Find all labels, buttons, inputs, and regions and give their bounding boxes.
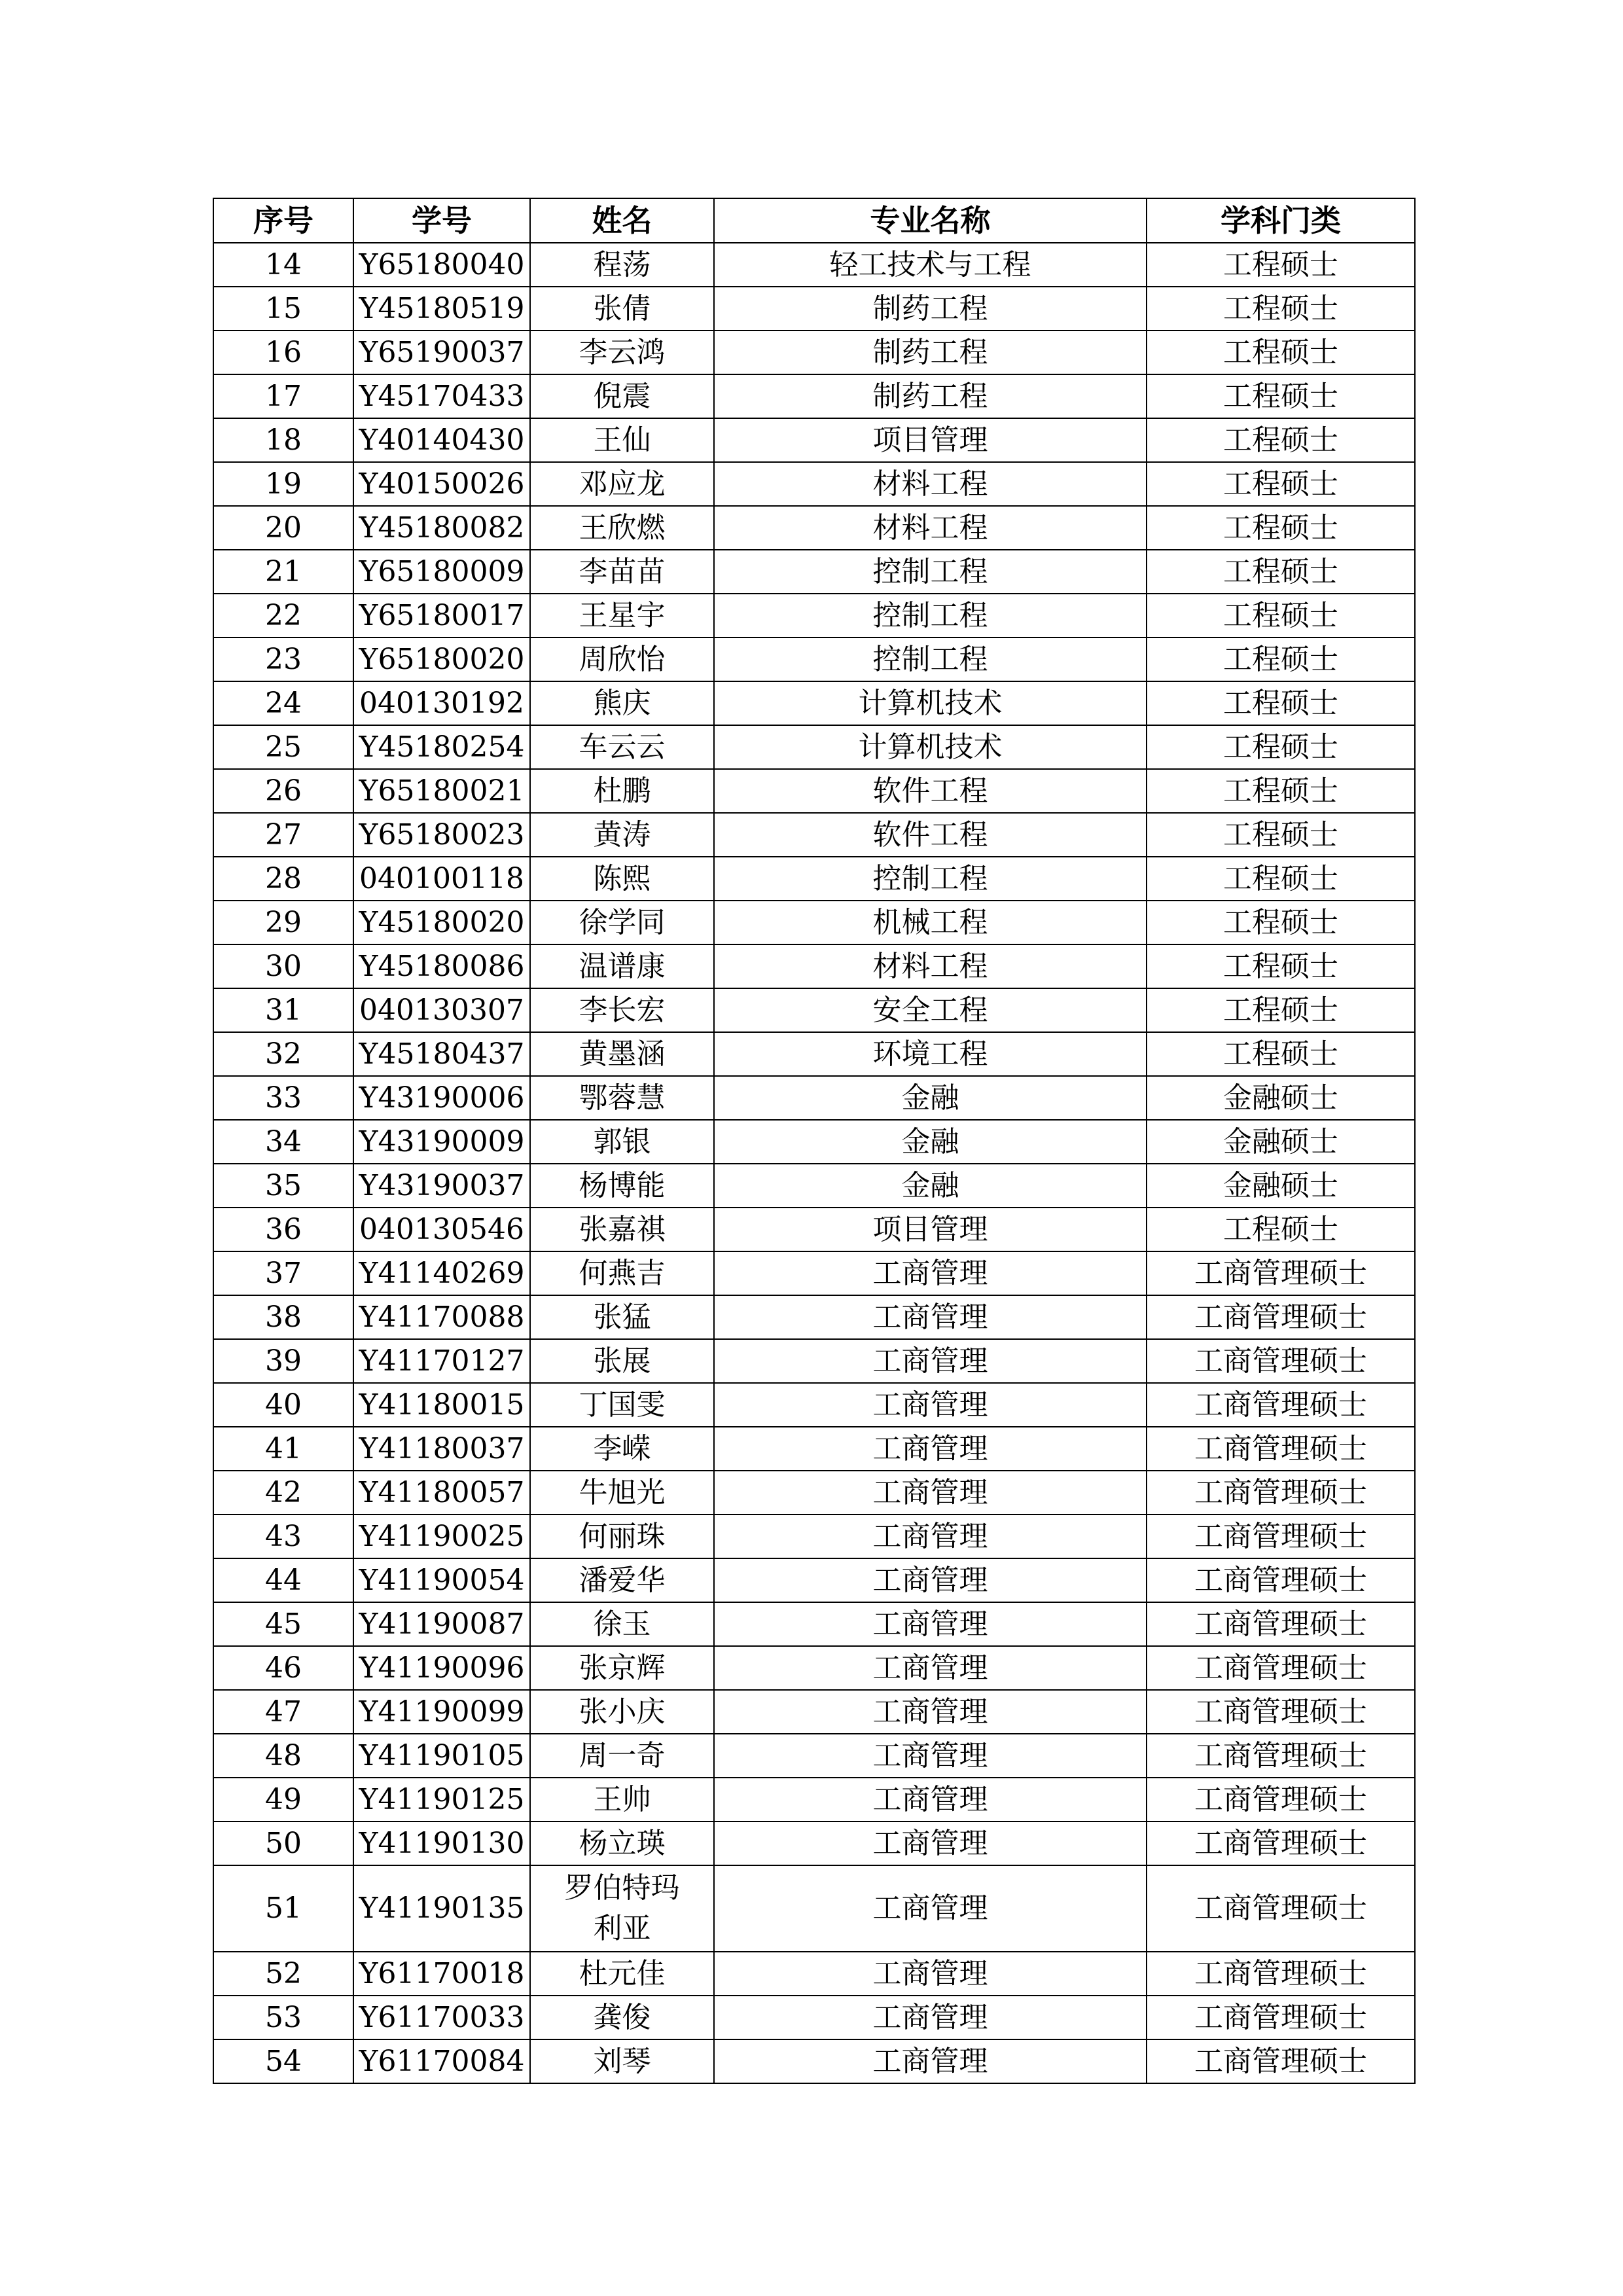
header-name: 姓名	[530, 198, 714, 243]
cell-student-id: Y65180017	[353, 594, 530, 637]
cell-name: 李苗苗	[530, 550, 714, 594]
cell-student-id: 040130546	[353, 1208, 530, 1251]
cell-serial-number: 27	[213, 813, 353, 857]
table-row	[213, 1164, 1415, 1208]
cell-category: 工商管理硕士	[1147, 1865, 1415, 1952]
cell-serial-number: 22	[213, 594, 353, 637]
table-row	[213, 331, 1415, 374]
table-row	[213, 944, 1415, 988]
cell-student-id: Y41180057	[353, 1471, 530, 1515]
cell-name: 张小庆	[530, 1690, 714, 1734]
cell-serial-number: 39	[213, 1339, 353, 1383]
cell-category: 工程硕士	[1147, 1032, 1415, 1076]
cell-major: 工商管理	[714, 1734, 1147, 1778]
cell-student-id: Y43190009	[353, 1120, 530, 1164]
cell-serial-number: 46	[213, 1646, 353, 1690]
cell-major: 软件工程	[714, 813, 1147, 857]
table-row	[213, 1734, 1415, 1778]
cell-category: 工程硕士	[1147, 374, 1415, 418]
cell-major: 制药工程	[714, 287, 1147, 331]
cell-major: 工商管理	[714, 1690, 1147, 1734]
cell-major: 工商管理	[714, 1558, 1147, 1602]
cell-student-id: Y41180015	[353, 1383, 530, 1427]
cell-name: 邓应龙	[530, 462, 714, 506]
cell-student-id: Y43190037	[353, 1164, 530, 1208]
cell-student-id: Y45180519	[353, 287, 530, 331]
cell-serial-number: 34	[213, 1120, 353, 1164]
cell-category: 工程硕士	[1147, 901, 1415, 944]
cell-serial-number: 52	[213, 1952, 353, 1996]
cell-category: 工程硕士	[1147, 506, 1415, 550]
cell-serial-number: 43	[213, 1515, 353, 1558]
cell-name: 周一奇	[530, 1734, 714, 1778]
cell-category: 工程硕士	[1147, 550, 1415, 594]
table-row	[213, 1996, 1415, 2039]
cell-name: 温谱康	[530, 944, 714, 988]
cell-student-id: Y45180086	[353, 944, 530, 988]
table-row	[213, 1339, 1415, 1383]
cell-serial-number: 51	[213, 1865, 353, 1952]
cell-major: 计算机技术	[714, 725, 1147, 769]
cell-major: 工商管理	[714, 1778, 1147, 1821]
table-row	[213, 988, 1415, 1032]
table-row	[213, 1865, 1415, 1952]
cell-major: 工商管理	[714, 1339, 1147, 1383]
cell-category: 工商管理硕士	[1147, 1515, 1415, 1558]
cell-student-id: Y41170127	[353, 1339, 530, 1383]
table-row	[213, 1558, 1415, 1602]
cell-name: 张京辉	[530, 1646, 714, 1690]
cell-name: 徐玉	[530, 1602, 714, 1646]
cell-name: 牛旭光	[530, 1471, 714, 1515]
cell-name: 徐学同	[530, 901, 714, 944]
cell-serial-number: 33	[213, 1076, 353, 1120]
cell-category: 工程硕士	[1147, 594, 1415, 637]
table-row	[213, 1646, 1415, 1690]
cell-student-id: Y65180040	[353, 243, 530, 287]
cell-student-id: Y65190037	[353, 331, 530, 374]
cell-major: 软件工程	[714, 769, 1147, 813]
table-row	[213, 550, 1415, 594]
cell-major: 工商管理	[714, 1865, 1147, 1952]
cell-name: 车云云	[530, 725, 714, 769]
cell-category: 工程硕士	[1147, 944, 1415, 988]
cell-serial-number: 50	[213, 1821, 353, 1865]
table-row	[213, 1251, 1415, 1295]
cell-student-id: Y61170033	[353, 1996, 530, 2039]
cell-name: 熊庆	[530, 681, 714, 725]
cell-category: 工商管理硕士	[1147, 1778, 1415, 1821]
cell-category: 工程硕士	[1147, 988, 1415, 1032]
cell-name: 李云鸿	[530, 331, 714, 374]
cell-student-id: Y45170433	[353, 374, 530, 418]
cell-category: 工商管理硕士	[1147, 1996, 1415, 2039]
cell-category: 工商管理硕士	[1147, 1602, 1415, 1646]
table-row	[213, 243, 1415, 287]
cell-category: 金融硕士	[1147, 1076, 1415, 1120]
cell-major: 轻工技术与工程	[714, 243, 1147, 287]
cell-name: 张倩	[530, 287, 714, 331]
header-serial-number: 序号	[213, 198, 353, 243]
cell-serial-number: 21	[213, 550, 353, 594]
cell-category: 工程硕士	[1147, 769, 1415, 813]
table-row	[213, 857, 1415, 901]
cell-category: 金融硕士	[1147, 1164, 1415, 1208]
cell-major: 工商管理	[714, 1427, 1147, 1471]
table-row	[213, 1471, 1415, 1515]
cell-category: 工程硕士	[1147, 681, 1415, 725]
cell-serial-number: 15	[213, 287, 353, 331]
cell-category: 工程硕士	[1147, 287, 1415, 331]
cell-category: 金融硕士	[1147, 1120, 1415, 1164]
cell-major: 制药工程	[714, 331, 1147, 374]
table-header	[213, 198, 1415, 243]
cell-category: 工程硕士	[1147, 418, 1415, 462]
table-row	[213, 1952, 1415, 1996]
table-row	[213, 1076, 1415, 1120]
cell-category: 工程硕士	[1147, 243, 1415, 287]
cell-student-id: Y45180020	[353, 901, 530, 944]
cell-serial-number: 45	[213, 1602, 353, 1646]
cell-name: 杜鹏	[530, 769, 714, 813]
cell-category: 工商管理硕士	[1147, 1646, 1415, 1690]
cell-serial-number: 47	[213, 1690, 353, 1734]
cell-name: 王帅	[530, 1778, 714, 1821]
cell-serial-number: 48	[213, 1734, 353, 1778]
cell-major: 控制工程	[714, 637, 1147, 681]
cell-major: 环境工程	[714, 1032, 1147, 1076]
cell-student-id: 040130307	[353, 988, 530, 1032]
cell-serial-number: 36	[213, 1208, 353, 1251]
cell-serial-number: 32	[213, 1032, 353, 1076]
cell-serial-number: 41	[213, 1427, 353, 1471]
cell-serial-number: 30	[213, 944, 353, 988]
cell-name: 丁国雯	[530, 1383, 714, 1427]
cell-student-id: Y45180437	[353, 1032, 530, 1076]
cell-major: 项目管理	[714, 418, 1147, 462]
cell-major: 工商管理	[714, 1295, 1147, 1339]
cell-serial-number: 23	[213, 637, 353, 681]
cell-student-id: Y61170084	[353, 2039, 530, 2083]
header-row	[213, 198, 1415, 243]
cell-serial-number: 16	[213, 331, 353, 374]
cell-student-id: Y41190135	[353, 1865, 530, 1952]
cell-student-id: Y41190125	[353, 1778, 530, 1821]
cell-student-id: Y40150026	[353, 462, 530, 506]
cell-major: 控制工程	[714, 550, 1147, 594]
cell-major: 工商管理	[714, 1602, 1147, 1646]
cell-student-id: Y65180020	[353, 637, 530, 681]
cell-serial-number: 38	[213, 1295, 353, 1339]
cell-major: 金融	[714, 1076, 1147, 1120]
cell-serial-number: 37	[213, 1251, 353, 1295]
cell-major: 工商管理	[714, 1952, 1147, 1996]
table-row	[213, 1427, 1415, 1471]
cell-category: 工商管理硕士	[1147, 1471, 1415, 1515]
cell-category: 工商管理硕士	[1147, 1251, 1415, 1295]
cell-serial-number: 24	[213, 681, 353, 725]
cell-student-id: Y45180254	[353, 725, 530, 769]
cell-major: 材料工程	[714, 506, 1147, 550]
cell-student-id: Y41180037	[353, 1427, 530, 1471]
cell-student-id: Y41190054	[353, 1558, 530, 1602]
cell-category: 工商管理硕士	[1147, 1295, 1415, 1339]
cell-serial-number: 54	[213, 2039, 353, 2083]
cell-major: 工商管理	[714, 1383, 1147, 1427]
cell-name: 杨立瑛	[530, 1821, 714, 1865]
cell-name: 倪震	[530, 374, 714, 418]
cell-category: 工商管理硕士	[1147, 1952, 1415, 1996]
table-row	[213, 462, 1415, 506]
cell-category: 工程硕士	[1147, 637, 1415, 681]
cell-student-id: Y65180023	[353, 813, 530, 857]
table-row	[213, 813, 1415, 857]
cell-student-id: Y40140430	[353, 418, 530, 462]
cell-serial-number: 19	[213, 462, 353, 506]
table-row	[213, 594, 1415, 637]
cell-serial-number: 40	[213, 1383, 353, 1427]
cell-category: 工程硕士	[1147, 1208, 1415, 1251]
table-row	[213, 1515, 1415, 1558]
cell-serial-number: 28	[213, 857, 353, 901]
cell-major: 控制工程	[714, 857, 1147, 901]
cell-student-id: Y41190099	[353, 1690, 530, 1734]
cell-name: 李嵘	[530, 1427, 714, 1471]
header-major: 专业名称	[714, 198, 1147, 243]
cell-serial-number: 31	[213, 988, 353, 1032]
table-row	[213, 418, 1415, 462]
cell-name: 杨博能	[530, 1164, 714, 1208]
cell-major: 计算机技术	[714, 681, 1147, 725]
cell-name: 罗伯特玛 利亚	[530, 1865, 714, 1952]
cell-student-id: Y41170088	[353, 1295, 530, 1339]
cell-student-id: Y61170018	[353, 1952, 530, 1996]
cell-student-id: Y65180009	[353, 550, 530, 594]
cell-student-id: Y41190096	[353, 1646, 530, 1690]
cell-category: 工商管理硕士	[1147, 1734, 1415, 1778]
cell-major: 工商管理	[714, 1471, 1147, 1515]
cell-major: 工商管理	[714, 1646, 1147, 1690]
cell-name: 鄂蓉慧	[530, 1076, 714, 1120]
cell-name: 何燕吉	[530, 1251, 714, 1295]
table-row	[213, 1690, 1415, 1734]
cell-category: 工程硕士	[1147, 813, 1415, 857]
table-row	[213, 374, 1415, 418]
cell-student-id: Y41190025	[353, 1515, 530, 1558]
cell-category: 工商管理硕士	[1147, 1558, 1415, 1602]
cell-name: 李长宏	[530, 988, 714, 1032]
header-student-id: 学号	[353, 198, 530, 243]
student-roster-table	[213, 198, 1416, 2084]
cell-category: 工商管理硕士	[1147, 1339, 1415, 1383]
cell-name: 何丽珠	[530, 1515, 714, 1558]
cell-name: 刘琴	[530, 2039, 714, 2083]
cell-major: 安全工程	[714, 988, 1147, 1032]
table-row	[213, 1120, 1415, 1164]
cell-major: 金融	[714, 1164, 1147, 1208]
cell-name: 潘爱华	[530, 1558, 714, 1602]
cell-category: 工商管理硕士	[1147, 1383, 1415, 1427]
table-row	[213, 1821, 1415, 1865]
cell-category: 工程硕士	[1147, 725, 1415, 769]
cell-name: 王星宇	[530, 594, 714, 637]
table-row	[213, 1778, 1415, 1821]
cell-major: 控制工程	[714, 594, 1147, 637]
cell-category: 工程硕士	[1147, 857, 1415, 901]
cell-serial-number: 25	[213, 725, 353, 769]
header-category: 学科门类	[1147, 198, 1415, 243]
table-row	[213, 1208, 1415, 1251]
cell-serial-number: 35	[213, 1164, 353, 1208]
cell-category: 工程硕士	[1147, 331, 1415, 374]
cell-major: 材料工程	[714, 944, 1147, 988]
cell-major: 工商管理	[714, 1821, 1147, 1865]
cell-name: 周欣怡	[530, 637, 714, 681]
cell-student-id: Y41140269	[353, 1251, 530, 1295]
cell-major: 工商管理	[714, 1996, 1147, 2039]
cell-name: 张展	[530, 1339, 714, 1383]
cell-name: 王仙	[530, 418, 714, 462]
cell-major: 项目管理	[714, 1208, 1147, 1251]
cell-serial-number: 53	[213, 1996, 353, 2039]
cell-serial-number: 20	[213, 506, 353, 550]
cell-name: 张嘉祺	[530, 1208, 714, 1251]
cell-name: 黄涛	[530, 813, 714, 857]
cell-category: 工商管理硕士	[1147, 1821, 1415, 1865]
cell-category: 工程硕士	[1147, 462, 1415, 506]
table-row	[213, 1602, 1415, 1646]
cell-serial-number: 49	[213, 1778, 353, 1821]
table-row	[213, 1032, 1415, 1076]
table-row	[213, 725, 1415, 769]
cell-name: 程荡	[530, 243, 714, 287]
cell-major: 金融	[714, 1120, 1147, 1164]
cell-student-id: Y43190006	[353, 1076, 530, 1120]
cell-student-id: 040100118	[353, 857, 530, 901]
cell-name: 黄墨涵	[530, 1032, 714, 1076]
cell-serial-number: 14	[213, 243, 353, 287]
cell-student-id: Y41190130	[353, 1821, 530, 1865]
cell-student-id: Y41190087	[353, 1602, 530, 1646]
cell-serial-number: 42	[213, 1471, 353, 1515]
cell-student-id: Y45180082	[353, 506, 530, 550]
cell-name: 张猛	[530, 1295, 714, 1339]
table-row	[213, 506, 1415, 550]
cell-serial-number: 44	[213, 1558, 353, 1602]
cell-name: 陈熙	[530, 857, 714, 901]
cell-major: 工商管理	[714, 1251, 1147, 1295]
cell-major: 工商管理	[714, 2039, 1147, 2083]
cell-serial-number: 17	[213, 374, 353, 418]
cell-category: 工商管理硕士	[1147, 1427, 1415, 1471]
cell-name: 郭银	[530, 1120, 714, 1164]
table-row	[213, 2039, 1415, 2083]
table-row	[213, 1295, 1415, 1339]
cell-category: 工商管理硕士	[1147, 2039, 1415, 2083]
cell-major: 工商管理	[714, 1515, 1147, 1558]
cell-student-id: Y41190105	[353, 1734, 530, 1778]
cell-student-id: Y65180021	[353, 769, 530, 813]
cell-student-id: 040130192	[353, 681, 530, 725]
table-body	[213, 243, 1415, 2083]
table-row	[213, 901, 1415, 944]
cell-category: 工商管理硕士	[1147, 1690, 1415, 1734]
table-row	[213, 1383, 1415, 1427]
table-row	[213, 769, 1415, 813]
cell-major: 材料工程	[714, 462, 1147, 506]
cell-serial-number: 29	[213, 901, 353, 944]
cell-name: 龚俊	[530, 1996, 714, 2039]
table-row	[213, 637, 1415, 681]
cell-name: 杜元佳	[530, 1952, 714, 1996]
cell-name: 王欣燃	[530, 506, 714, 550]
cell-major: 制药工程	[714, 374, 1147, 418]
cell-serial-number: 26	[213, 769, 353, 813]
cell-serial-number: 18	[213, 418, 353, 462]
table-row	[213, 681, 1415, 725]
cell-major: 机械工程	[714, 901, 1147, 944]
table-row	[213, 287, 1415, 331]
